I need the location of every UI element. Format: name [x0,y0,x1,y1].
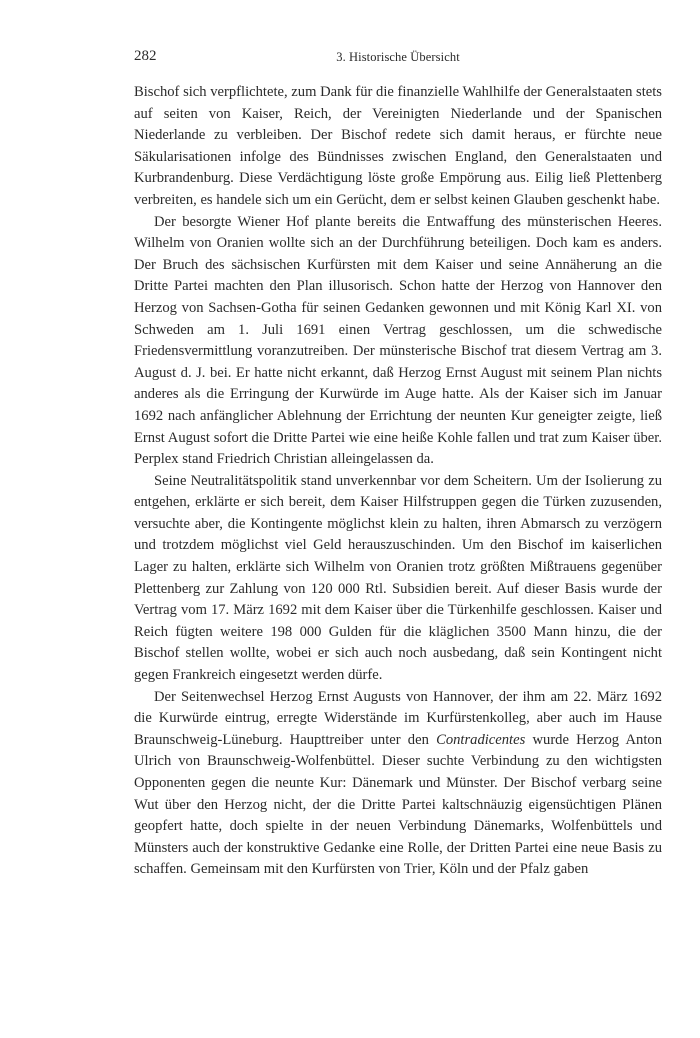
paragraph-text: wurde Herzog Anton Ulrich von Braunschweig-Wolfenbüttel. Dieser suchte Verbindung zu den wichtigsten Opponenten gegen die neunte Kur: Dänemark und Münster. Der Bischof verbarg seine Wut über den Herzog nicht, der die Dritte Partei kaltschnäuzig eigensüchtigen Plänen geopfert hatte, doch spielte in der neuen Verbindung Dänemarks, Wolfenbüttels und Münsters auch der konstruktive Gedanke eine Rolle, der Dritten Partei eine neue Basis zu schaffen. Gemeinsam mit den Kurfürsten von Trier, Köln und der Pfalz gaben [134,731,662,878]
paragraph: Bischof sich verpflichtete, zum Dank für die finanzielle Wahlhilfe der Generalstaaten stets auf seiten von Kaiser, Reich, der Vereinigten Niederlande und der Spanischen Niederlande zu verbleiben. Der Bischof redete sich damit heraus, er fürchte neue Säkularisationen infolge des Bündnisses zwischen England, den Generalstaaten und Kurbrandenburg. Diese Verdächtigung löste große Empörung aus. Eilig ließ Plettenberg verbreiten, es handele sich um ein Gerücht, dem er selbst keinen Glauben geschenkt habe. [134,84,662,208]
body-text [134,82,662,881]
paragraph-text: Der Seitenwechsel Herzog Ernst Augusts von Hannover, der ihm am 22. März 1692 die Kurwürde eintrug, erregte Widerstände im Kurfürstenkolleg, aber auch im Hause Braunschweig-Lüneburg. Haupttreiber unter den [134,688,662,748]
page-number: 282 [134,48,157,64]
page-header [134,36,662,64]
paragraph [134,687,662,881]
running-head: 3. Historische Übersicht [336,50,460,64]
paragraph: Seine Neutralitätspolitik stand unverkennbar vor dem Scheitern. Um der Isolierung zu entgehen, erklärte er sich bereit, dem Kaiser Hilfstruppen gegen die Türken zuzusenden, versuchte aber, die Kontingente möglichst klein zu halten, ihren Abmarsch zu verzögern und trotzdem möglichst viel Geld herauszuschinden. Um den Bischof im kaiserlichen Lager zu halten, erklärte sich Wilhelm von Oranien trotz größten Mißtrauens gegenüber Plettenberg zur Zahlung von 120 000 Rtl. Subsidien bereit. Auf dieser Basis wurde der Vertrag vom 17. März 1692 mit dem Kaiser über die Türkenhilfe geschlossen. Kaiser und Reich fügten weitere 198 000 Gulden für die kläglichen 3500 Mann hinzu, die der Bischof stellen wollte, wobei er sich auch noch ausbedang, daß sein Kontingent nicht gegen Frankreich eingesetzt werden dürfe. [134,472,662,684]
book-page [134,36,662,881]
italic-term: Contradicentes [436,731,526,748]
paragraph: Der besorgte Wiener Hof plante bereits die Entwaffung des münsterischen Heeres. Wilhelm von Oranien wollte sich an der Durchführung beteiligen. Doch kam es anders. Der Bruch des sächsischen Kurfürsten mit dem Kaiser und seine Annäherung an die Dritte Partei machten den Plan illusorisch. Schon hatte der Herzog von Hannover den Herzog von Sachsen-Gotha für seinen Gedanken gewonnen und mit König Karl XI. von Schweden am 1. Juli 1691 einen Vertrag geschlossen, um die schwedische Friedensvermittlung voranzutreiben. Der münsterische Bischof trat diesem Vertrag am 3. August d. J. bei. Er hatte nicht erkannt, daß Herzog Ernst August mit seinem Plan nichts anderes als die Erringung der Kurwürde im Auge hatte. Als der Kaiser sich im Januar 1692 nach anfänglicher Ablehnung der Errichtung der neunten Kur geneigter zeigte, ließ Ernst August sofort die Dritte Partei wie eine heiße Kohle fallen und trat zum Kaiser über. Perplex stand Friedrich Christian alleingelassen da. [134,213,662,468]
